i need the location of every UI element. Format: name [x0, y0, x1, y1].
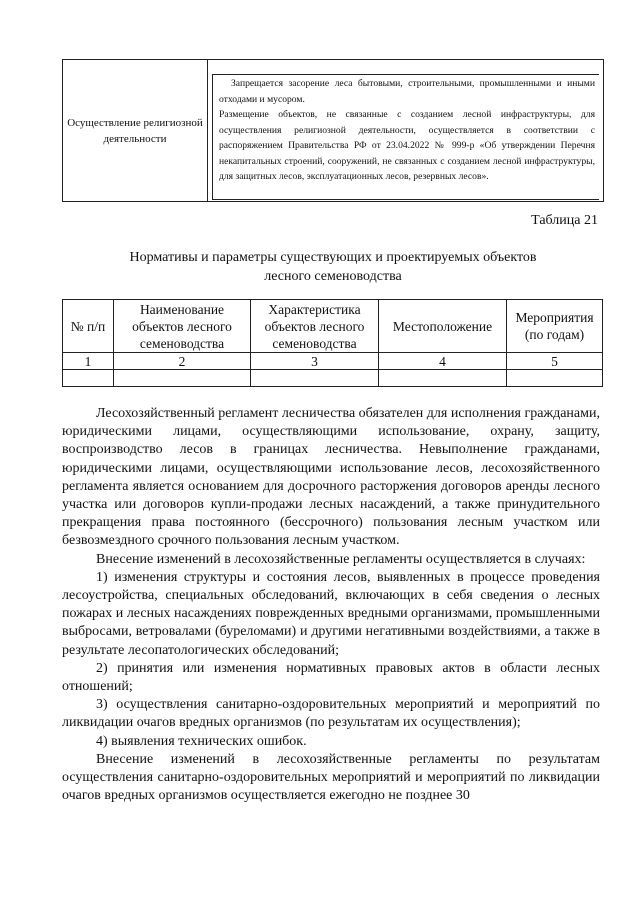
activity-rules-box [212, 74, 599, 200]
empty-cell [114, 370, 251, 387]
body-paragraph: Внесение изменений в лесохозяйственные регламенты по результатам осуществления санитарно-оздоровительных мероприятий и мероприятий по ликвидации очагов вредных организмов осуществляется ежегодно не позднее 30 [62, 751, 600, 804]
body-paragraph: 3) осуществления санитарно-оздоровительных мероприятий и мероприятий по ликвидации очагов вредных организмов (по результатам их осуществления); [62, 697, 600, 731]
regulation-text [62, 405, 600, 805]
seed-objects-table [62, 299, 603, 387]
activity-name-cell: Осуществление религиозной деятельности [63, 60, 208, 202]
number-cell: 5 [507, 353, 603, 370]
activity-rules-cell [208, 60, 604, 202]
header-cell: Наименование объектов лесного семеноводства [114, 300, 251, 353]
table-number-label: Таблица 21 [531, 213, 598, 228]
body-paragraph: 2) принятия или изменения нормативных правовых актов в области лесных отношений; [62, 660, 600, 695]
number-cell: 2 [114, 353, 251, 370]
number-cell: 3 [251, 353, 379, 370]
number-cell: 4 [379, 353, 507, 370]
body-paragraph: Внесение изменений в лесохозяйственные регламенты осуществляется в случаях: [96, 551, 586, 567]
header-cell: Местоположение [379, 300, 507, 353]
table-caption [62, 248, 604, 286]
rules-paragraph: Размещение объектов, не связанные с созданием лесной инфраструктуры, для осуществления религиозной деятельности, осуществляется в соответствии с распоряжением Правительства РФ от 23.04.2022 № 999-р «Об утверждении Перечня некапитальных строений, сооружений, не связанных с созданием лесной инфраструктуры, для защитных лесов, эксплуатационных лесов, резервных лесов». [219, 109, 595, 182]
number-cell: 1 [63, 353, 114, 370]
empty-cell [507, 370, 603, 387]
body-paragraph: Лесохозяйственный регламент лесничества обязателен для исполнения гражданами, юридическими лицами, осуществляющими использование, охрану, защиту, воспроизводство лесов в границах лесничества. Невыполнение гражданами, юридическими лицами, осуществляющими использование лесов, лесохозяйственного регламента является основанием для досрочного расторжения договоров аренды лесного участка или договоров купли-продажи лесных насаждений, а также принудительного прекращения права постоянного (бессрочного) пользования лесным участком или безвозмездного срочного пользования лесным участком. [62, 406, 600, 549]
body-paragraph: 1) изменения структуры и состояния лесов, выявленных в процессе проведения лесоустройства, специальных обследований, включающих в себя сведения о лесных пожарах и лесных насаждениях поврежденных вредными организмами, промышленными выбросами, ветровалами (буреломами) и другими негативными воздействиями, а также в результате лесопатологических обследований; [62, 569, 600, 658]
header-cell: № п/п [63, 300, 114, 353]
body-paragraph: 4) выявления технических ошибок. [96, 733, 307, 749]
header-cell: Характеристика объектов лесного семеноводства [251, 300, 379, 353]
header-cell: Мероприятия (по годам) [507, 300, 603, 353]
table-header-row [63, 300, 603, 353]
caption-line: лесного семеноводства [264, 269, 402, 284]
empty-row [63, 370, 603, 387]
empty-cell [251, 370, 379, 387]
activity-table [62, 59, 604, 202]
rules-paragraph: Запрещается засорение леса бытовыми, строительными, промышленными и иными отходами и мусором. [219, 78, 595, 105]
column-number-row [63, 353, 603, 370]
empty-cell [63, 370, 114, 387]
empty-cell [379, 370, 507, 387]
caption-line: Нормативы и параметры существующих и проектируемых объектов [129, 250, 537, 265]
